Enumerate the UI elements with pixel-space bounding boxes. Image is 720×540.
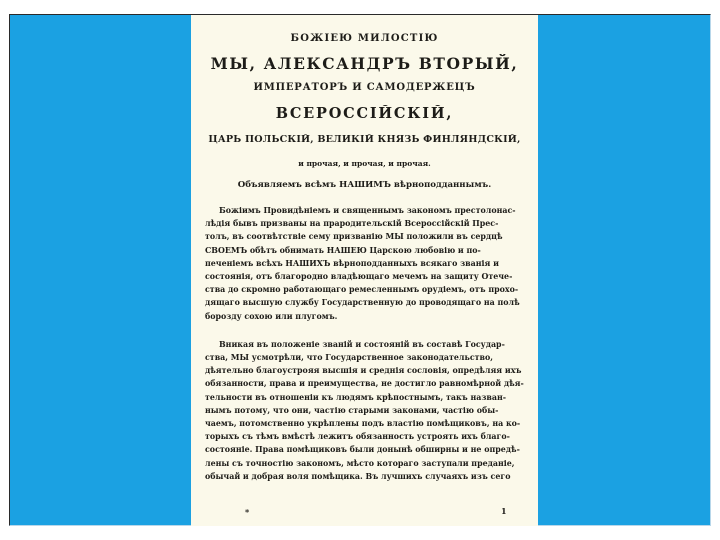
heading-emperor-autocrat: ИМПЕРАТОРЪ И САМОДЕРЖЕЦЪ (253, 82, 476, 93)
text-line: состоянія, отъ благородно владѣющаго мечемъ на защиту Отече- (205, 272, 513, 282)
page-number: 1 (501, 506, 507, 516)
text-line: ства, МЫ усмотрѣли, что Государственное законодательство, (205, 353, 494, 363)
text-line: торыхъ съ тѣмъ вмѣстѣ лежитъ обязанность устроять ихъ благо- (205, 432, 510, 442)
manifesto-paragraph-2 (205, 338, 524, 483)
manifesto-page-scan (191, 15, 538, 526)
heading-all-russian: ВСЕРОССІЙСКІЙ, (275, 105, 454, 122)
text-line: толъ, въ соотвѣтствіе сему призванію МЫ положили въ сердцѣ (205, 232, 503, 242)
text-line: лѣдія бывъ призваны на прародительскій Всероссійскій Прес- (205, 219, 499, 229)
heading-and-so-on: и прочая, и прочая, и прочая. (298, 159, 431, 168)
text-line: дящаго высшую службу Государственную до проводящаго на полѣ (205, 298, 520, 308)
manifesto-paragraph-1 (205, 204, 524, 323)
heading-tsar-of-poland: ЦАРЬ ПОЛЬСКІЙ, ВЕЛИКІЙ КНЯЗЬ ФИНЛЯНДСКІЙ, (208, 134, 521, 145)
text-line: тельности въ отношеніи къ людямъ крѣпостнымъ, такъ назван- (205, 392, 507, 402)
heading-by-gods-grace: БОЖІЕЮ МИЛОСТІЮ (290, 33, 439, 44)
text-line: дѣятельно благоустрояя высшія и среднія сословія, опредѣляя ихъ (205, 366, 522, 376)
page-signature-mark: * (245, 507, 250, 517)
text-line: состояніе. Права помѣщиковъ были донынѣ обширны и не опредѣ- (205, 445, 520, 455)
heading-we-alexander: МЫ, АЛЕКСАНДРЪ ВТОРЫЙ, (210, 54, 519, 73)
text-line: Божіимъ Провидѣніемъ и священнымъ закономъ престолонас- (219, 206, 516, 215)
text-line: нымъ потому, что они, частію старыми законами, частію обы- (205, 405, 499, 415)
slide-background-panel (9, 14, 711, 526)
text-line: СВОЕМЪ обѣтъ обнимать НАШЕЮ Царскою любовію и по- (205, 245, 481, 255)
text-line: чаемъ, потомственно укрѣплены подъ властію помѣщиковъ, на ко- (205, 419, 521, 429)
text-line: обязанности, права и преимущества, не достигло равномѣрной дѣя- (205, 379, 524, 389)
text-line: Вникая въ положеніе званій и состояній въ составѣ Государ- (219, 339, 505, 349)
text-line: борозду сохою или плугомъ. (205, 311, 338, 321)
text-line: обычай и добрая воля помѣщика. Въ лучшихъ случаяхъ изъ сего (205, 471, 511, 481)
heading-announcement: Объявляемъ всѣмъ НАШИМЪ вѣрноподданнымъ. (237, 180, 492, 190)
text-line: лены съ точностію закономъ, мѣсто котораго заступали преданіе, (205, 458, 515, 468)
text-line: ства до скромно работающаго ремесленнымъ орудіемъ, отъ прохо- (205, 285, 519, 295)
text-line: печеніемъ всѣхъ НАШИХЪ вѣрноподданныхъ всякаго званія и (205, 258, 499, 268)
